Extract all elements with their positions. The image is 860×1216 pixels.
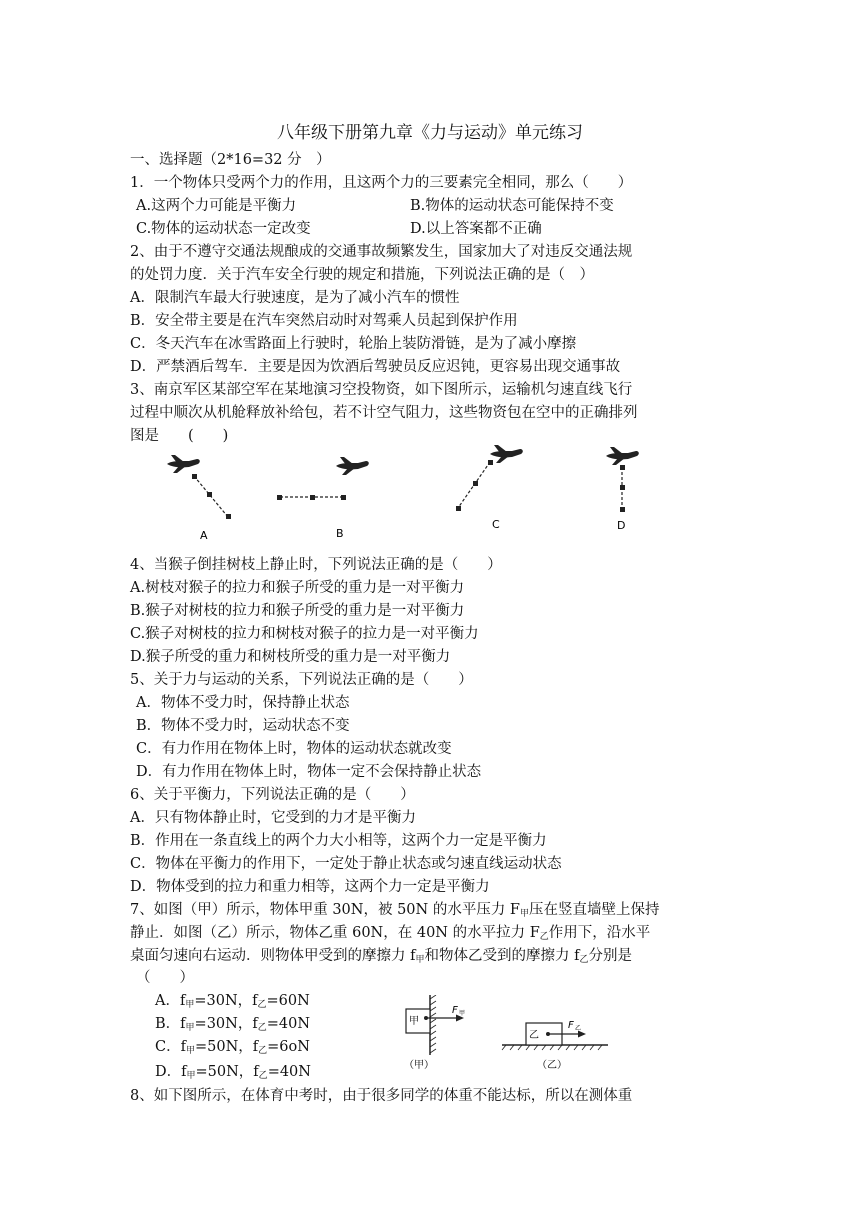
q3-label-d: D: [617, 519, 626, 532]
plane-icon-c: [490, 445, 523, 463]
q1-option-a: A.这两个力可能是平衡力: [136, 198, 297, 214]
force-yi-sub: 乙: [575, 1025, 582, 1032]
q3-stem-line3: 图是 ( ): [130, 428, 229, 444]
q4-option-b: B.猴子对树枝的拉力和猴子所受的重力是一对平衡力: [130, 603, 465, 619]
plane-icon-a: [167, 455, 200, 473]
q2-option-a: A．限制汽车最大行驶速度，是为了减小汽车的惯性: [130, 290, 460, 306]
q3-option-a-diagram: [167, 455, 231, 542]
q7-force-figure: [390, 995, 630, 1075]
q6-option-d: D．物体受到的拉力和重力相等，这两个力一定是平衡力: [130, 879, 490, 895]
q2-stem-line1: 2、由于不遵守交通法规酿成的交通事故频繁发生，国家加大了对违反交通法规: [130, 244, 633, 260]
q3-option-d-diagram: [606, 447, 639, 532]
q3-label-a: A: [200, 529, 208, 542]
q7-option-b: B．$f_甲=30N$，$f_乙=40N$: [155, 1016, 311, 1033]
figure-jia-caption: （甲）: [404, 1060, 434, 1071]
q6-stem: 6、关于平衡力，下列说法正确的是（ ）: [130, 787, 415, 803]
q7-option-a: A．$f_甲=30N$，$f_乙=60N$: [155, 993, 310, 1010]
q3-option-c-diagram: [456, 445, 523, 531]
q2-option-d: D．严禁酒后驾车．主要是因为饮酒后驾驶员反应迟钝，更容易出现交通事故: [130, 359, 621, 375]
q6-option-c: C．物体在平衡力的作用下，一定处于静止状态或匀速直线运动状态: [130, 856, 562, 872]
q3-label-c: C: [492, 518, 500, 531]
block-yi-label: 乙: [529, 1030, 539, 1041]
q7-answer-brackets: （ ）: [136, 970, 194, 986]
q3-stem-line1: 3、南京军区某部空军在某地演习空投物资，如下图所示，运输机匀速直线飞行: [130, 382, 633, 398]
force-yi-label: F: [568, 1020, 574, 1031]
q7-option-c: C．$f_甲=50N$，$f_乙=6oN$: [155, 1039, 310, 1056]
q4-option-d: D.猴子所受的重力和树枝所受的重力是一对平衡力: [130, 649, 451, 665]
q3-airdrop-figure: [150, 440, 670, 545]
plane-icon-d: [606, 447, 639, 465]
force-jia-label: F: [452, 1005, 458, 1016]
q2-option-b: B．安全带主要是在汽车突然启动时对驾乘人员起到保护作用: [130, 313, 518, 329]
q5-option-a: A．物体不受力时，保持静止状态: [136, 695, 350, 711]
q1-option-c: C.物体的运动状态一定改变: [136, 221, 311, 237]
figure-jia: [404, 995, 465, 1071]
q7-stem-line1: 7、如图（甲）所示，物体甲重 30N，被 50N 的水平压力 $F_甲$压在竖直墙壁上保持: [130, 902, 660, 919]
q2-stem-line2: 的处罚力度．关于汽车安全行驶的规定和措施，下列说法正确的是（ ）: [130, 267, 594, 283]
q3-option-b-diagram: [277, 457, 369, 540]
q7-stem-line3: 桌面匀速向右运动．则物体甲受到的摩擦力 $f_甲$和物体乙受到的摩擦力 $f_乙$分别是: [130, 948, 632, 965]
q3-label-b: B: [336, 527, 344, 540]
q2-option-c: C．冬天汽车在冰雪路面上行驶时，轮胎上装防滑链，是为了减小摩擦: [130, 336, 577, 352]
q4-option-c: C.猴子对树枝的拉力和树枝对猴子的拉力是一对平衡力: [130, 626, 479, 642]
q6-option-b: B．作用在一条直线上的两个力大小相等，这两个力一定是平衡力: [130, 833, 547, 849]
q4-stem: 4、当猴子倒挂树枝上静止时，下列说法正确的是（ ）: [130, 557, 502, 573]
page-title: 八年级下册第九章《力与运动》单元练习: [277, 123, 583, 143]
q5-option-b: B．物体不受力时，运动状态不变: [136, 718, 350, 734]
force-jia-sub: 甲: [459, 1010, 466, 1017]
q6-option-a: A．只有物体静止时，它受到的力才是平衡力: [130, 810, 416, 826]
q1-option-d: D.以上答案都不正确: [410, 221, 542, 237]
q7-option-d: D．$f_甲=50N$，$f_乙=40N$: [155, 1064, 311, 1081]
section-heading: 一、选择题（2*16=32 分 ）: [130, 152, 331, 168]
figure-yi-caption: （乙）: [537, 1060, 567, 1071]
q5-option-d: D．有力作用在物体上时，物体一定不会保持静止状态: [136, 764, 482, 780]
q1-stem: 1．一个物体只受两个力的作用，且这两个力的三要素完全相同，那么（ ）: [130, 175, 633, 191]
q8-stem: 8、如下图所示，在体育中考时，由于很多同学的体重不能达标，所以在测体重: [130, 1088, 633, 1104]
q5-option-c: C．有力作用在物体上时，物体的运动状态就改变: [136, 741, 452, 757]
q1-option-b: B.物体的运动状态可能保持不变: [410, 198, 614, 214]
q5-stem: 5、关于力与运动的关系，下列说法正确的是（ ）: [130, 672, 473, 688]
plane-icon-b: [336, 457, 369, 475]
q3-stem-line2: 过程中顺次从机舱释放补给包，若不计空气阻力，这些物资包在空中的正确排列: [130, 405, 638, 421]
q4-option-a: A.树枝对猴子的拉力和猴子所受的重力是一对平衡力: [130, 580, 465, 596]
figure-yi: [502, 1020, 608, 1071]
block-jia-label: 甲: [409, 1016, 419, 1027]
q7-stem-line2: 静止．如图（乙）所示，物体乙重 60N，在 40N 的水平拉力 $F_乙$作用下，沿水平: [130, 925, 651, 942]
